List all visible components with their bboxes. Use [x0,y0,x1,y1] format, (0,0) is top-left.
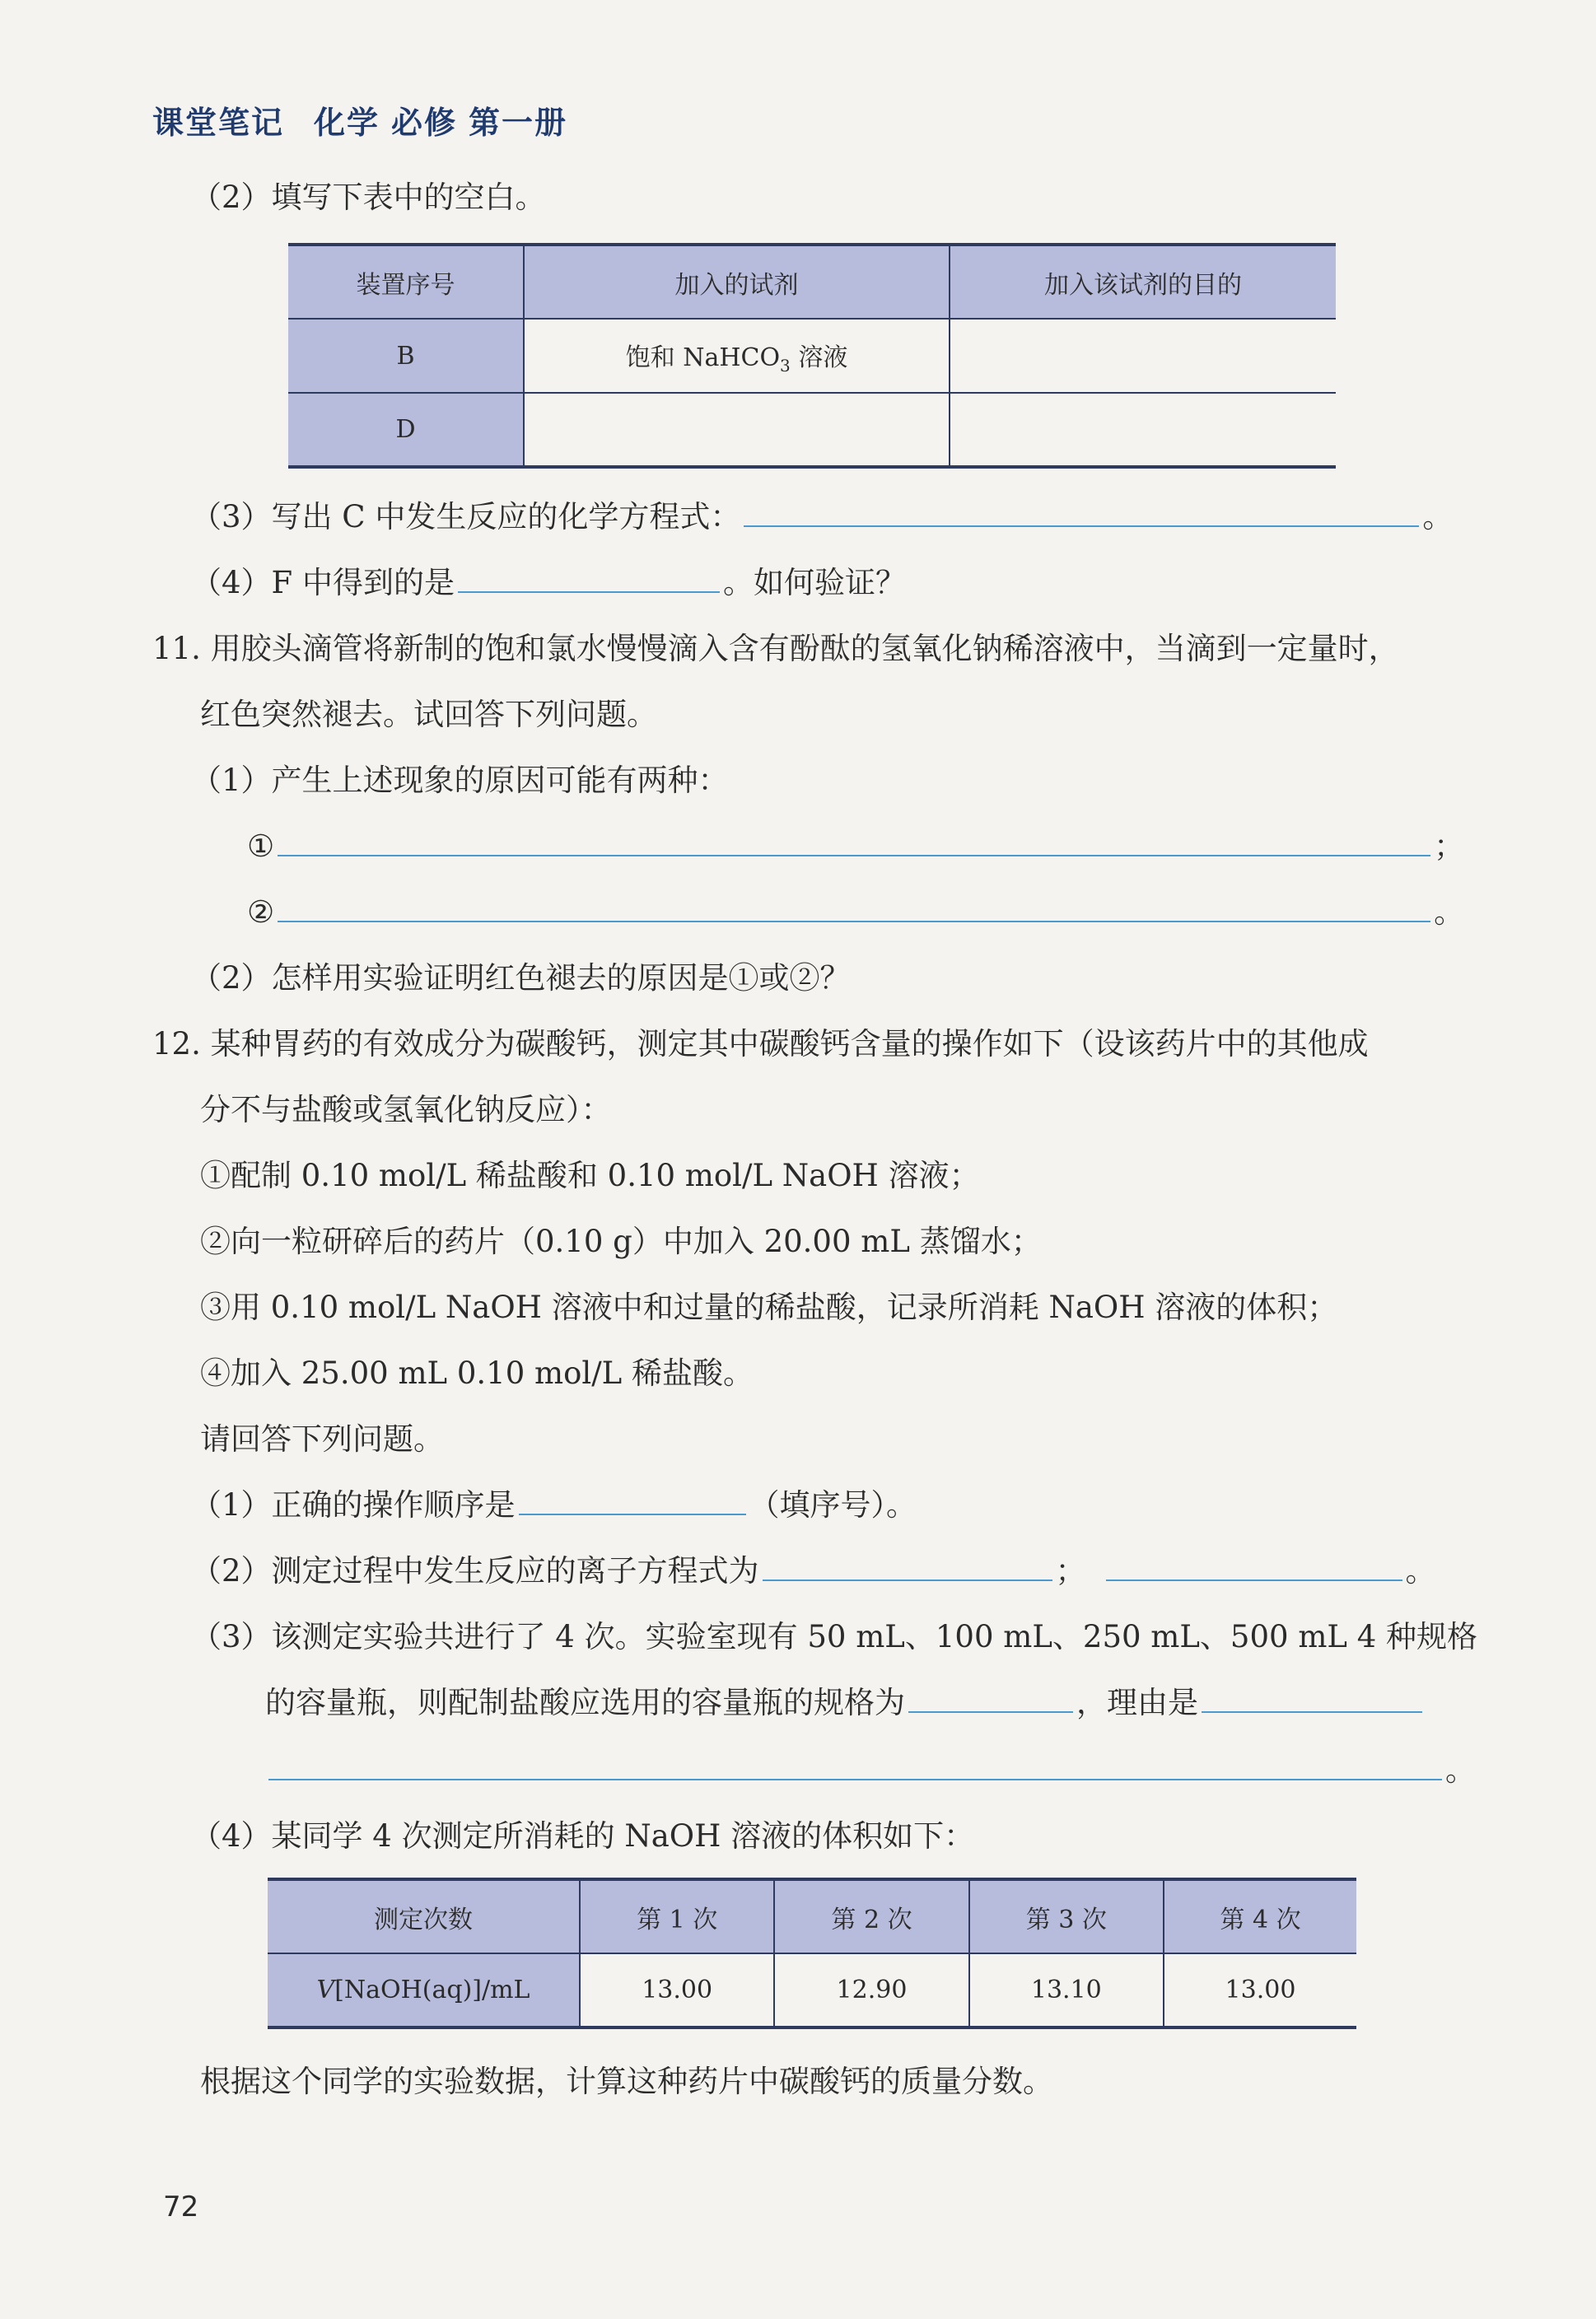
q10-part3 [191,497,1453,537]
circled-number: ① [247,828,275,864]
punct: ； [1434,828,1465,864]
table-cell-reagent [524,319,950,393]
table-cell-value: 13.00 [580,1953,774,2027]
answer-blank[interactable] [1106,1555,1402,1581]
q11-reason2 [247,893,1464,932]
q12-step1: ①配制 0.10 mol/L 稀盐酸和 0.10 mol/L NaOH 溶液； [200,1158,980,1193]
answer-blank[interactable] [908,1687,1073,1713]
q12-part1-text: （1）正确的操作顺序是 [191,1487,516,1523]
q12-ask: 请回答下列问题。 [200,1421,444,1457]
answer-blank[interactable] [1202,1687,1422,1713]
table-header-cell: 第 3 次 [969,1879,1164,1953]
reagent-text: 饱和 NaHCO [625,343,781,372]
q10-part3-end: 。 [1422,499,1454,534]
answer-blank[interactable] [278,830,1430,856]
q12-part2 [191,1551,1436,1591]
q12-part3-text: 的容量瓶，则配制盐酸应选用的容量瓶的规格为 [265,1685,905,1720]
header-volume: 第一册 [469,105,568,141]
table-cell-value: 13.10 [969,1953,1164,2027]
q12-step4: ④加入 25.00 mL 0.10 mol/L 稀盐酸。 [200,1355,754,1391]
table-cell-reagent-blank[interactable] [524,393,950,467]
q12-part3-line2 [265,1683,1426,1723]
italic-v: V [316,1976,335,2004]
table-header-cell: 装置序号 [288,245,524,319]
header-subject: 化学 [314,105,380,141]
table-header-cell: 加入该试剂的目的 [950,245,1336,319]
answer-blank[interactable] [519,1489,746,1515]
table-cell-purpose-blank[interactable] [950,393,1336,467]
q11-part1: （1）产生上述现象的原因可能有两种： [191,763,729,798]
q12-part1-text2: （填序号）。 [749,1487,917,1523]
punct: 。 [1445,1752,1476,1788]
q11-reason1 [247,827,1464,866]
q12-part4: （4）某同学 4 次测定所消耗的 NaOH 溶液的体积如下： [191,1818,975,1854]
q12-part3-line1: （3）该测定实验共进行了 4 次。实验室现有 50 mL、100 mL、250 mL、500 mL 4 种规格 [191,1619,1478,1654]
table-header-cell: 加入的试剂 [524,245,950,319]
answer-blank[interactable] [763,1555,1052,1581]
punct: 。 [1434,894,1465,930]
answer-blank[interactable] [744,501,1419,527]
table-header-cell: 第 2 次 [774,1879,968,1953]
q10-part2: （2）填写下表中的空白。 [191,180,546,215]
table-cell-purpose-blank[interactable] [950,319,1336,393]
q12-part2-text: （2）测定过程中发生反应的离子方程式为 [191,1553,759,1589]
answer-blank[interactable] [458,567,720,593]
punct: 。 [1405,1553,1436,1589]
q10-part4-text: （4）F 中得到的是 [191,565,455,600]
page-number: 72 [163,2191,199,2223]
q10-part3-text: （3）写出 C 中发生反应的化学方程式： [191,499,741,534]
table-row-label [268,1953,580,2027]
table-cell-value: 12.90 [774,1953,968,2027]
q12-part3-line3 [265,1751,1476,1790]
q12-part3-text2: ，理由是 [1076,1685,1198,1720]
q12-step3: ③用 0.10 mol/L NaOH 溶液中和过量的稀盐酸，记录所消耗 NaOH 溶液的体积； [200,1290,1338,1325]
reagent-subscript: 3 [780,355,791,376]
table-header-cell: 测定次数 [268,1879,580,1953]
table-header-cell: 第 4 次 [1164,1879,1356,1953]
answer-blank[interactable] [278,896,1430,922]
q10-part4-text2: 。如何验证？ [722,565,906,600]
q10-part4 [191,563,906,603]
q12-volume-table [268,1878,1356,2029]
q10-reagent-table [288,243,1336,469]
answer-blank[interactable] [268,1754,1442,1780]
q12-stem-line2: 分不与盐酸或氢氧化钠反应）： [200,1092,612,1127]
circled-number: ② [247,894,275,930]
table-cell-device: B [288,319,524,393]
q11-part2: （2）怎样用实验证明红色褪去的原因是①或②？ [191,960,851,996]
q12-step2: ②向一粒研碎后的药片（0.10 g）中加入 20.00 mL 蒸馏水； [200,1224,1042,1259]
header-series: 课堂笔记 [152,105,285,141]
q11-stem-line2: 红色突然褪去。试回答下列问题。 [200,697,657,732]
q12-stem-line1: 12. 某种胃药的有效成分为碳酸钙，测定其中碳酸钙含量的操作如下（设该药片中的其他成 [152,1026,1369,1062]
table-header-cell: 第 1 次 [580,1879,774,1953]
row-label-rest: [NaOH(aq)]/mL [334,1976,530,2004]
running-header [152,97,597,142]
table-cell-device: D [288,393,524,467]
punct: ； [1055,1553,1086,1589]
reagent-text-suffix: 溶液 [790,343,848,372]
q12-part1 [191,1486,917,1525]
q12-final-question: 根据这个同学的实验数据，计算这种药片中碳酸钙的质量分数。 [200,2064,1053,2099]
q11-stem-line1: 11. 用胶头滴管将新制的饱和氯水慢慢滴入含有酚酞的氢氧化钠稀溶液中，当滴到一定量时， [152,631,1399,666]
header-grade: 必修 [391,105,458,141]
table-cell-value: 13.00 [1164,1953,1356,2027]
